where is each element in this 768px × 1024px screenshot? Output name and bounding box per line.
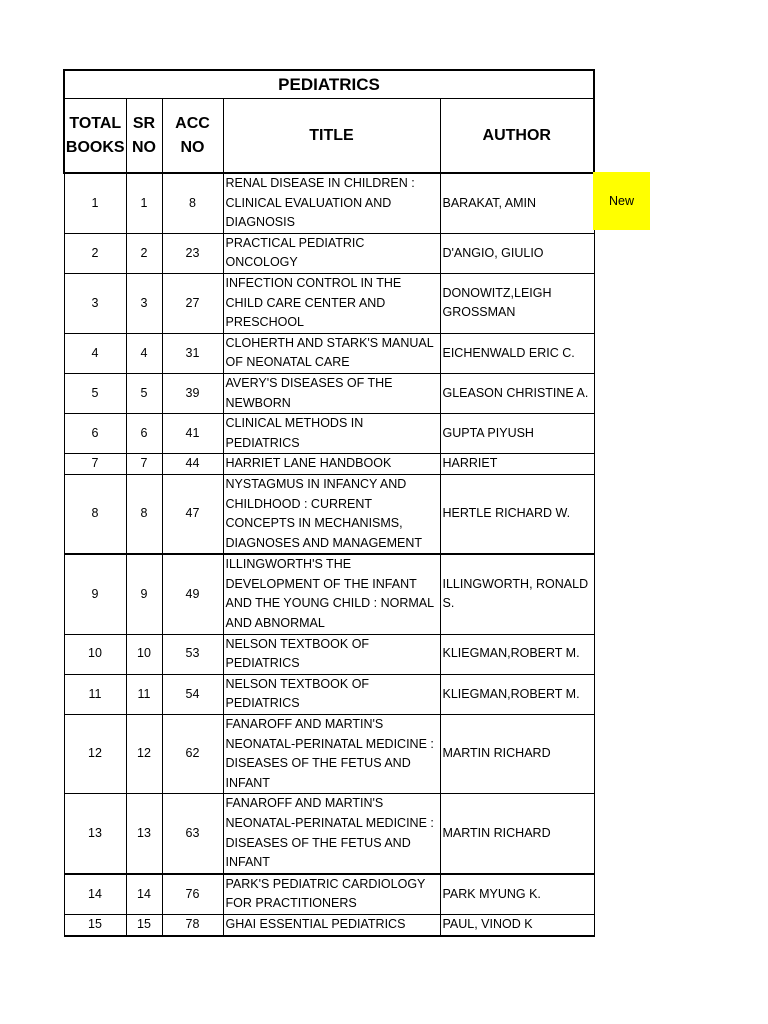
cell-sr-no[interactable]: 13 xyxy=(126,794,162,874)
cell-sr-no[interactable]: 6 xyxy=(126,414,162,454)
header-row xyxy=(64,99,594,174)
header-title[interactable]: TITLE xyxy=(223,99,440,174)
cell-acc-no[interactable]: 76 xyxy=(162,874,223,915)
cell-total-books[interactable]: 1 xyxy=(64,173,126,233)
books-table xyxy=(63,69,595,937)
cell-total-books[interactable]: 14 xyxy=(64,874,126,915)
cell-author[interactable]: DONOWITZ,LEIGH GROSSMAN xyxy=(440,273,594,333)
cell-title[interactable]: PARK'S PEDIATRIC CARDIOLOGY FOR PRACTITIONERS xyxy=(223,874,440,915)
cell-total-books[interactable]: 8 xyxy=(64,474,126,554)
cell-acc-no[interactable]: 41 xyxy=(162,414,223,454)
cell-title[interactable]: NELSON TEXTBOOK OF PEDIATRICS xyxy=(223,634,440,674)
cell-author[interactable]: HARRIET xyxy=(440,454,594,475)
cell-acc-no[interactable]: 39 xyxy=(162,373,223,413)
new-badge[interactable]: New xyxy=(593,172,650,230)
cell-total-books[interactable]: 3 xyxy=(64,273,126,333)
cell-title[interactable]: AVERY'S DISEASES OF THE NEWBORN xyxy=(223,373,440,413)
header-acc-no[interactable]: ACC NO xyxy=(162,99,223,174)
cell-acc-no[interactable]: 53 xyxy=(162,634,223,674)
cell-acc-no[interactable]: 63 xyxy=(162,794,223,874)
cell-title[interactable]: FANAROFF AND MARTIN'S NEONATAL-PERINATAL MEDICINE : DISEASES OF THE FETUS AND INFANT xyxy=(223,715,440,794)
cell-title[interactable]: PRACTICAL PEDIATRIC ONCOLOGY xyxy=(223,233,440,273)
table-row xyxy=(64,794,594,874)
table-row xyxy=(64,233,594,273)
table-row xyxy=(64,715,594,794)
cell-sr-no[interactable]: 3 xyxy=(126,273,162,333)
table-row xyxy=(64,273,594,333)
cell-author[interactable]: HERTLE RICHARD W. xyxy=(440,474,594,554)
cell-sr-no[interactable]: 1 xyxy=(126,173,162,233)
table-row xyxy=(64,373,594,413)
cell-acc-no[interactable]: 78 xyxy=(162,914,223,935)
cell-title[interactable]: NELSON TEXTBOOK OF PEDIATRICS xyxy=(223,674,440,714)
cell-total-books[interactable]: 13 xyxy=(64,794,126,874)
cell-title[interactable]: HARRIET LANE HANDBOOK xyxy=(223,454,440,475)
cell-title[interactable]: CLINICAL METHODS IN PEDIATRICS xyxy=(223,414,440,454)
cell-sr-no[interactable]: 4 xyxy=(126,333,162,373)
table-row xyxy=(64,454,594,475)
cell-sr-no[interactable]: 14 xyxy=(126,874,162,915)
table-row xyxy=(64,173,594,233)
cell-author[interactable]: KLIEGMAN,ROBERT M. xyxy=(440,674,594,714)
cell-sr-no[interactable]: 7 xyxy=(126,454,162,475)
cell-acc-no[interactable]: 62 xyxy=(162,715,223,794)
cell-total-books[interactable]: 6 xyxy=(64,414,126,454)
cell-author[interactable]: ILLINGWORTH, RONALD S. xyxy=(440,554,594,634)
cell-acc-no[interactable]: 8 xyxy=(162,173,223,233)
cell-title[interactable]: GHAI ESSENTIAL PEDIATRICS xyxy=(223,914,440,935)
cell-author[interactable]: EICHENWALD ERIC C. xyxy=(440,333,594,373)
cell-total-books[interactable]: 11 xyxy=(64,674,126,714)
sheet-title-row xyxy=(64,70,594,99)
cell-acc-no[interactable]: 44 xyxy=(162,454,223,475)
cell-sr-no[interactable]: 8 xyxy=(126,474,162,554)
cell-total-books[interactable]: 4 xyxy=(64,333,126,373)
table-row xyxy=(64,414,594,454)
table-row xyxy=(64,674,594,714)
cell-sr-no[interactable]: 12 xyxy=(126,715,162,794)
header-total-books[interactable]: TOTAL BOOKS xyxy=(64,99,126,174)
cell-title[interactable]: INFECTION CONTROL IN THE CHILD CARE CENTER AND PRESCHOOL xyxy=(223,273,440,333)
cell-author[interactable]: PARK MYUNG K. xyxy=(440,874,594,915)
table-row xyxy=(64,474,594,554)
cell-total-books[interactable]: 9 xyxy=(64,554,126,634)
cell-sr-no[interactable]: 5 xyxy=(126,373,162,413)
cell-total-books[interactable]: 5 xyxy=(64,373,126,413)
cell-acc-no[interactable]: 27 xyxy=(162,273,223,333)
cell-acc-no[interactable]: 54 xyxy=(162,674,223,714)
table-row xyxy=(64,554,594,634)
sheet-title[interactable]: PEDIATRICS xyxy=(64,70,594,99)
cell-sr-no[interactable]: 9 xyxy=(126,554,162,634)
cell-author[interactable]: KLIEGMAN,ROBERT M. xyxy=(440,634,594,674)
table-row xyxy=(64,914,594,935)
cell-author[interactable]: PAUL, VINOD K xyxy=(440,914,594,935)
cell-author[interactable]: GUPTA PIYUSH xyxy=(440,414,594,454)
cell-author[interactable]: MARTIN RICHARD xyxy=(440,715,594,794)
cell-total-books[interactable]: 15 xyxy=(64,914,126,935)
table-row xyxy=(64,333,594,373)
cell-total-books[interactable]: 2 xyxy=(64,233,126,273)
header-author[interactable]: AUTHOR xyxy=(440,99,594,174)
cell-acc-no[interactable]: 31 xyxy=(162,333,223,373)
cell-acc-no[interactable]: 47 xyxy=(162,474,223,554)
cell-title[interactable]: FANAROFF AND MARTIN'S NEONATAL-PERINATAL MEDICINE : DISEASES OF THE FETUS AND INFANT xyxy=(223,794,440,874)
cell-author[interactable]: D'ANGIO, GIULIO xyxy=(440,233,594,273)
cell-title[interactable]: RENAL DISEASE IN CHILDREN : CLINICAL EVALUATION AND DIAGNOSIS xyxy=(223,173,440,233)
cell-author[interactable]: BARAKAT, AMIN xyxy=(440,173,594,233)
header-sr-no[interactable]: SR NO xyxy=(126,99,162,174)
cell-total-books[interactable]: 12 xyxy=(64,715,126,794)
cell-author[interactable]: GLEASON CHRISTINE A. xyxy=(440,373,594,413)
cell-title[interactable]: ILLINGWORTH'S THE DEVELOPMENT OF THE INFANT AND THE YOUNG CHILD : NORMAL AND ABNORMAL xyxy=(223,554,440,634)
cell-sr-no[interactable]: 2 xyxy=(126,233,162,273)
cell-title[interactable]: CLOHERTH AND STARK'S MANUAL OF NEONATAL CARE xyxy=(223,333,440,373)
cell-total-books[interactable]: 10 xyxy=(64,634,126,674)
cell-sr-no[interactable]: 10 xyxy=(126,634,162,674)
table-row xyxy=(64,634,594,674)
cell-acc-no[interactable]: 23 xyxy=(162,233,223,273)
cell-acc-no[interactable]: 49 xyxy=(162,554,223,634)
cell-title[interactable]: NYSTAGMUS IN INFANCY AND CHILDHOOD : CURRENT CONCEPTS IN MECHANISMS, DIAGNOSES AND MANAGEMENT xyxy=(223,474,440,554)
table-row xyxy=(64,874,594,915)
cell-sr-no[interactable]: 11 xyxy=(126,674,162,714)
cell-sr-no[interactable]: 15 xyxy=(126,914,162,935)
cell-total-books[interactable]: 7 xyxy=(64,454,126,475)
cell-author[interactable]: MARTIN RICHARD xyxy=(440,794,594,874)
